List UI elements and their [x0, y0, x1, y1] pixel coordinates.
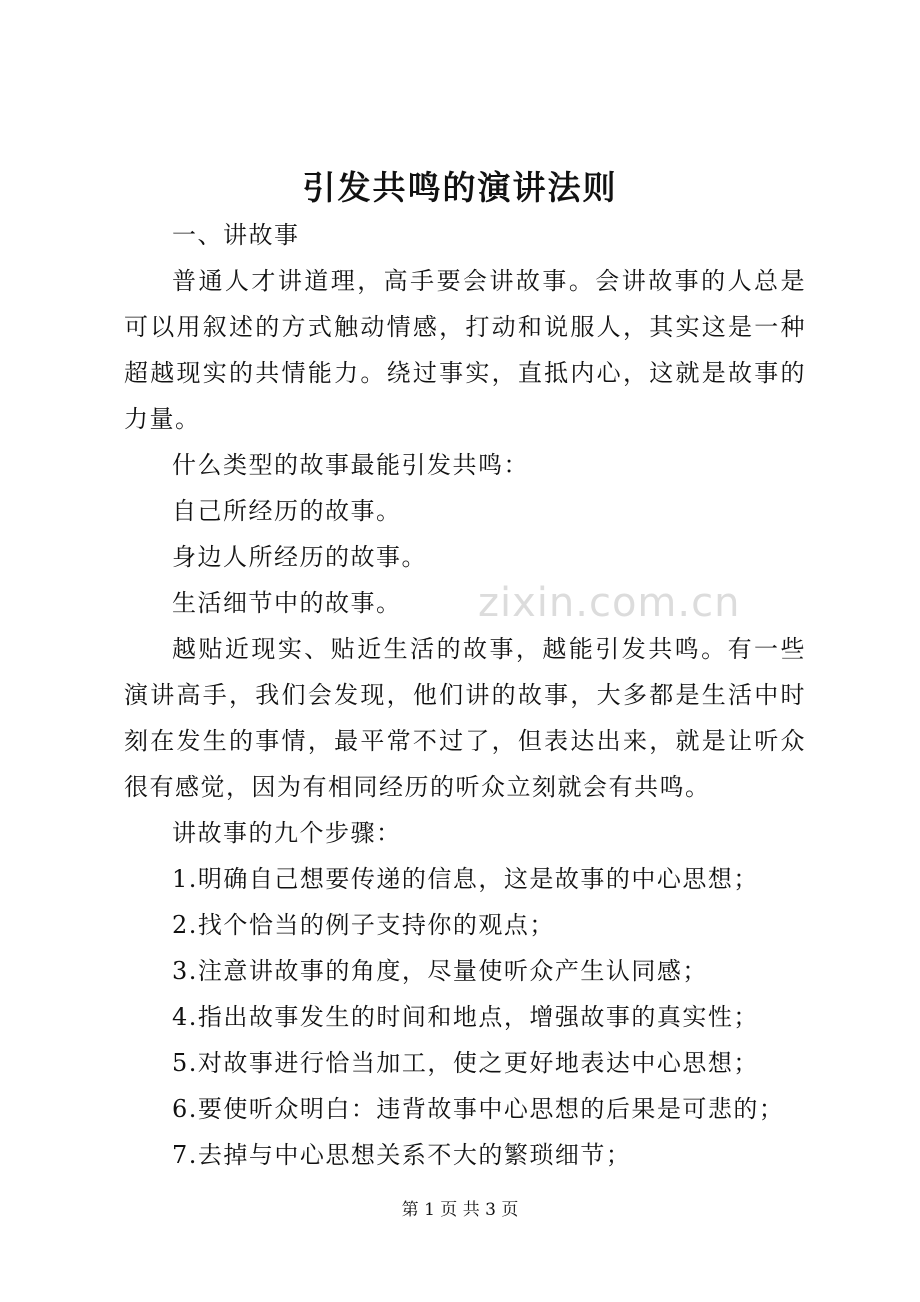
step-item: 6.要使听众明白：违背故事中心思想的后果是可悲的； — [172, 1095, 785, 1123]
document-title: 引发共鸣的演讲法则 — [302, 168, 618, 207]
document-body — [124, 212, 806, 1178]
list-item: 身边人所经历的故事。 — [172, 543, 427, 571]
paragraph: 什么类型的故事最能引发共鸣： — [172, 451, 529, 479]
step-item: 5.对故事进行恰当加工，使之更好地表达中心思想； — [172, 1049, 759, 1077]
list-item: 生活细节中的故事。 — [172, 589, 402, 617]
section-heading: 一、讲故事 — [172, 221, 300, 249]
step-item: 4.指出故事发生的时间和地点，增强故事的真实性； — [172, 1003, 759, 1031]
step-item: 3.注意讲故事的角度，尽量使听众产生认同感； — [172, 957, 708, 985]
page-footer: 第 1 页 共 3 页 — [401, 1200, 519, 1220]
step-item: 2.找个恰当的例子支持你的观点； — [172, 911, 555, 939]
list-item: 自己所经历的故事。 — [172, 497, 402, 525]
paragraph: 越贴近现实、贴近生活的故事，越能引发共鸣。有一些演讲高手，我们会发现，他们讲的故事，大多都是生活中时刻在发生的事情，最平常不过了，但表达出来，就是让听众很有感觉，因为有相同经历的听众立刻就会有共鸣。 — [124, 635, 806, 801]
step-item: 1.明确自己想要传递的信息，这是故事的中心思想； — [172, 865, 759, 893]
paragraph: 讲故事的九个步骤： — [172, 819, 402, 847]
paragraph: 普通人才讲道理，高手要会讲故事。会讲故事的人总是可以用叙述的方式触动情感，打动和说服人，其实这是一种超越现实的共情能力。绕过事实，直抵内心，这就是故事的力量。 — [124, 267, 806, 433]
watermark: zixin.com.cn — [478, 580, 741, 626]
step-item: 7.去掉与中心思想关系不大的繁琐细节； — [172, 1141, 632, 1169]
